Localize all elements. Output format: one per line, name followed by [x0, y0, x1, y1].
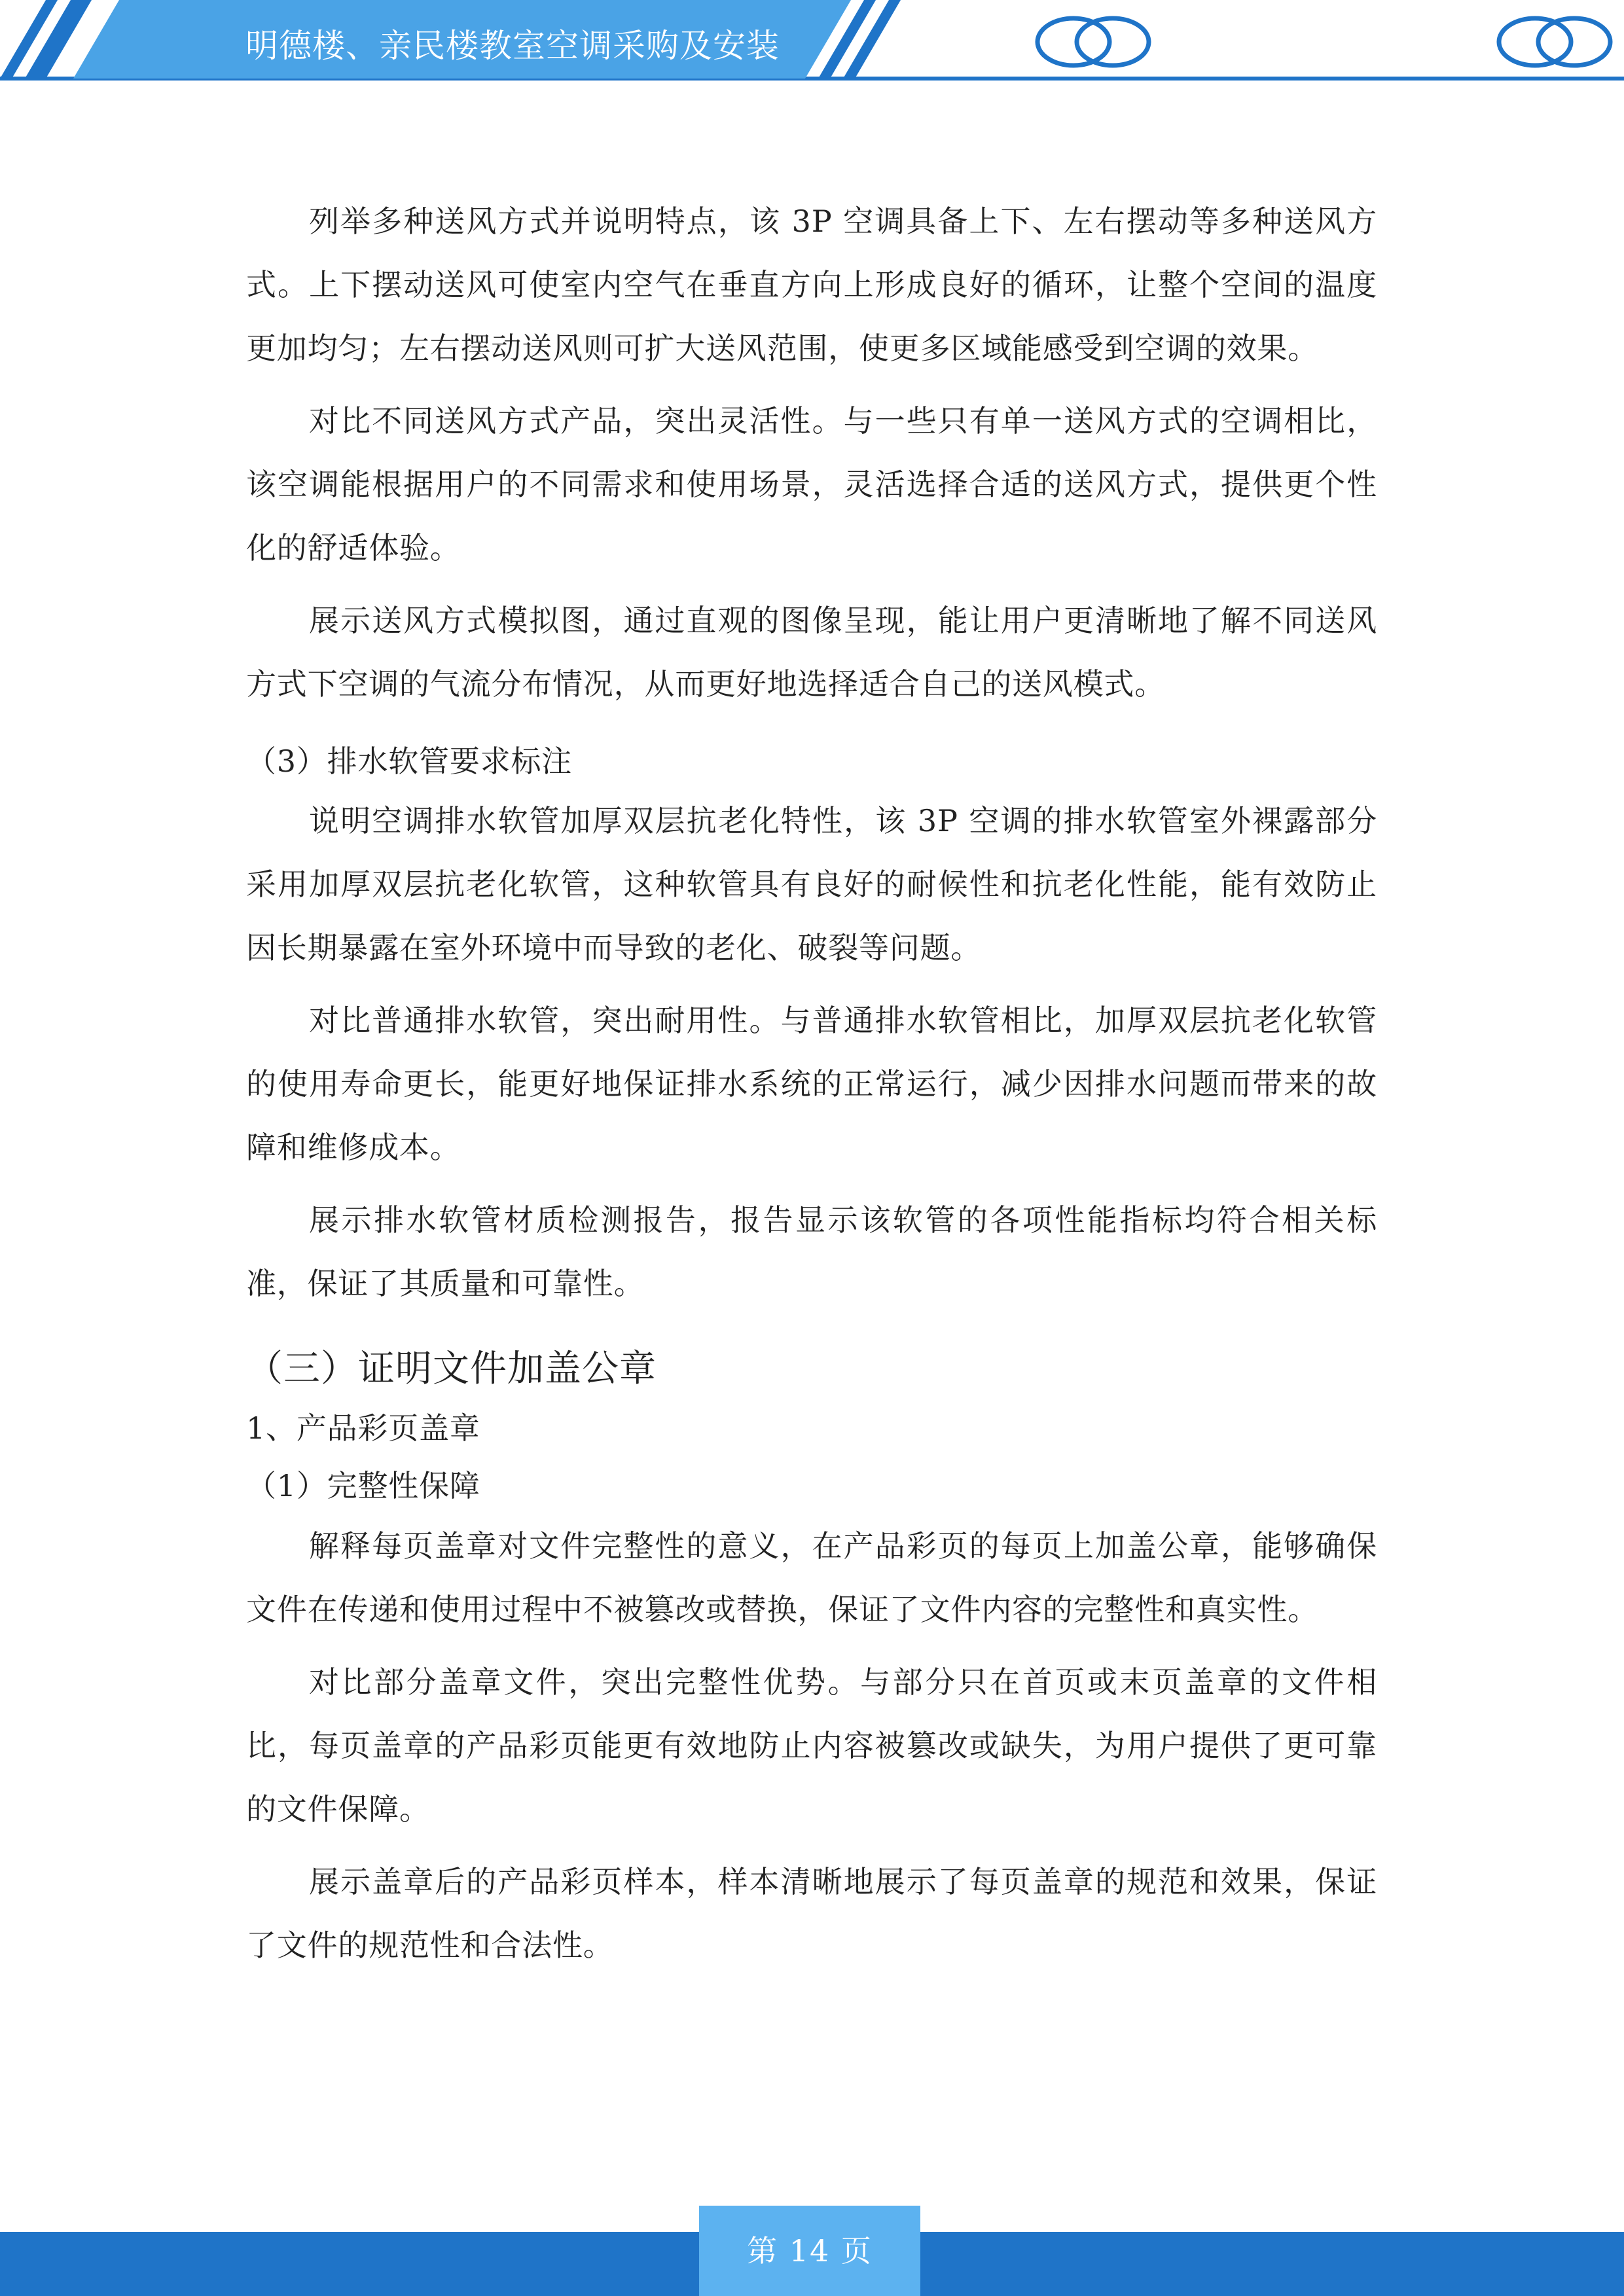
- paragraph-stamp-sample: 展示盖章后的产品彩页样本，样本清晰地展示了每页盖章的规范和效果，保证了文件的规范性和合法性。: [246, 1864, 1377, 1963]
- page-number: 第 14 页: [699, 2206, 920, 2296]
- document-body: [246, 190, 1377, 1986]
- paragraph-airflow-compare: 对比不同送风方式产品，突出灵活性。与一些只有单一送风方式的空调相比，该空调能根据用户的不同需求和使用场景，灵活选择合适的送风方式，提供更个性化的舒适体验。: [246, 403, 1377, 565]
- paragraph-airflow-diagram: 展示送风方式模拟图，通过直观的图像呈现，能让用户更清晰地了解不同送风方式下空调的气流分布情况，从而更好地选择适合自己的送风模式。: [246, 603, 1377, 702]
- rings-logo-icon-right: [1499, 18, 1610, 65]
- rings-logo-icon: [1038, 18, 1149, 65]
- paragraph-stamp-meaning: 解释每页盖章对文件完整性的意义，在产品彩页的每页上加盖公章，能够确保文件在传递和使用过程中不被篡改或替换，保证了文件内容的完整性和真实性。: [246, 1528, 1377, 1627]
- document-title: 明德楼、亲民楼教室空调采购及安装: [245, 27, 780, 65]
- page-header: [0, 0, 1624, 85]
- paragraph-airflow-modes: 列举多种送风方式并说明特点，该 3P 空调具备上下、左右摆动等多种送风方式。上下摆动送风可使室内空气在垂直方向上形成良好的循环，让整个空间的温度更加均匀；左右摆动送风则可扩大送风范围，使更多区域能感受到空调的效果。: [246, 204, 1377, 366]
- sub-heading-drain-hose: （3）排水软管要求标注: [246, 744, 573, 779]
- header-decoration: [0, 0, 1624, 85]
- paragraph-stamp-compare: 对比部分盖章文件，突出完整性优势。与部分只在首页或末页盖章的文件相比，每页盖章的产品彩页能更有效地防止内容被篡改或缺失，为用户提供了更可靠的文件保障。: [246, 1664, 1377, 1827]
- paragraph-hose-feature: 说明空调排水软管加厚双层抗老化特性，该 3P 空调的排水软管室外裸露部分采用加厚双层抗老化软管，这种软管具有良好的耐候性和抗老化性能，能有效防止因长期暴露在室外环境中而导致的老化、破裂等问题。: [246, 803, 1377, 965]
- paragraph-hose-report: 展示排水软管材质检测报告，报告显示该软管的各项性能指标均符合相关标准，保证了其质量和可靠性。: [246, 1202, 1377, 1301]
- paragraph-hose-compare: 对比普通排水软管，突出耐用性。与普通排水软管相比，加厚双层抗老化软管的使用寿命更长，能更好地保证排水系统的正常运行，减少因排水问题而带来的故障和维修成本。: [246, 1003, 1377, 1165]
- item-heading-brochure-stamp: 1、产品彩页盖章: [246, 1410, 480, 1446]
- sub-heading-integrity: （1）完整性保障: [246, 1468, 480, 1503]
- section-heading-stamped-docs: （三）证明文件加盖公章: [246, 1348, 657, 1390]
